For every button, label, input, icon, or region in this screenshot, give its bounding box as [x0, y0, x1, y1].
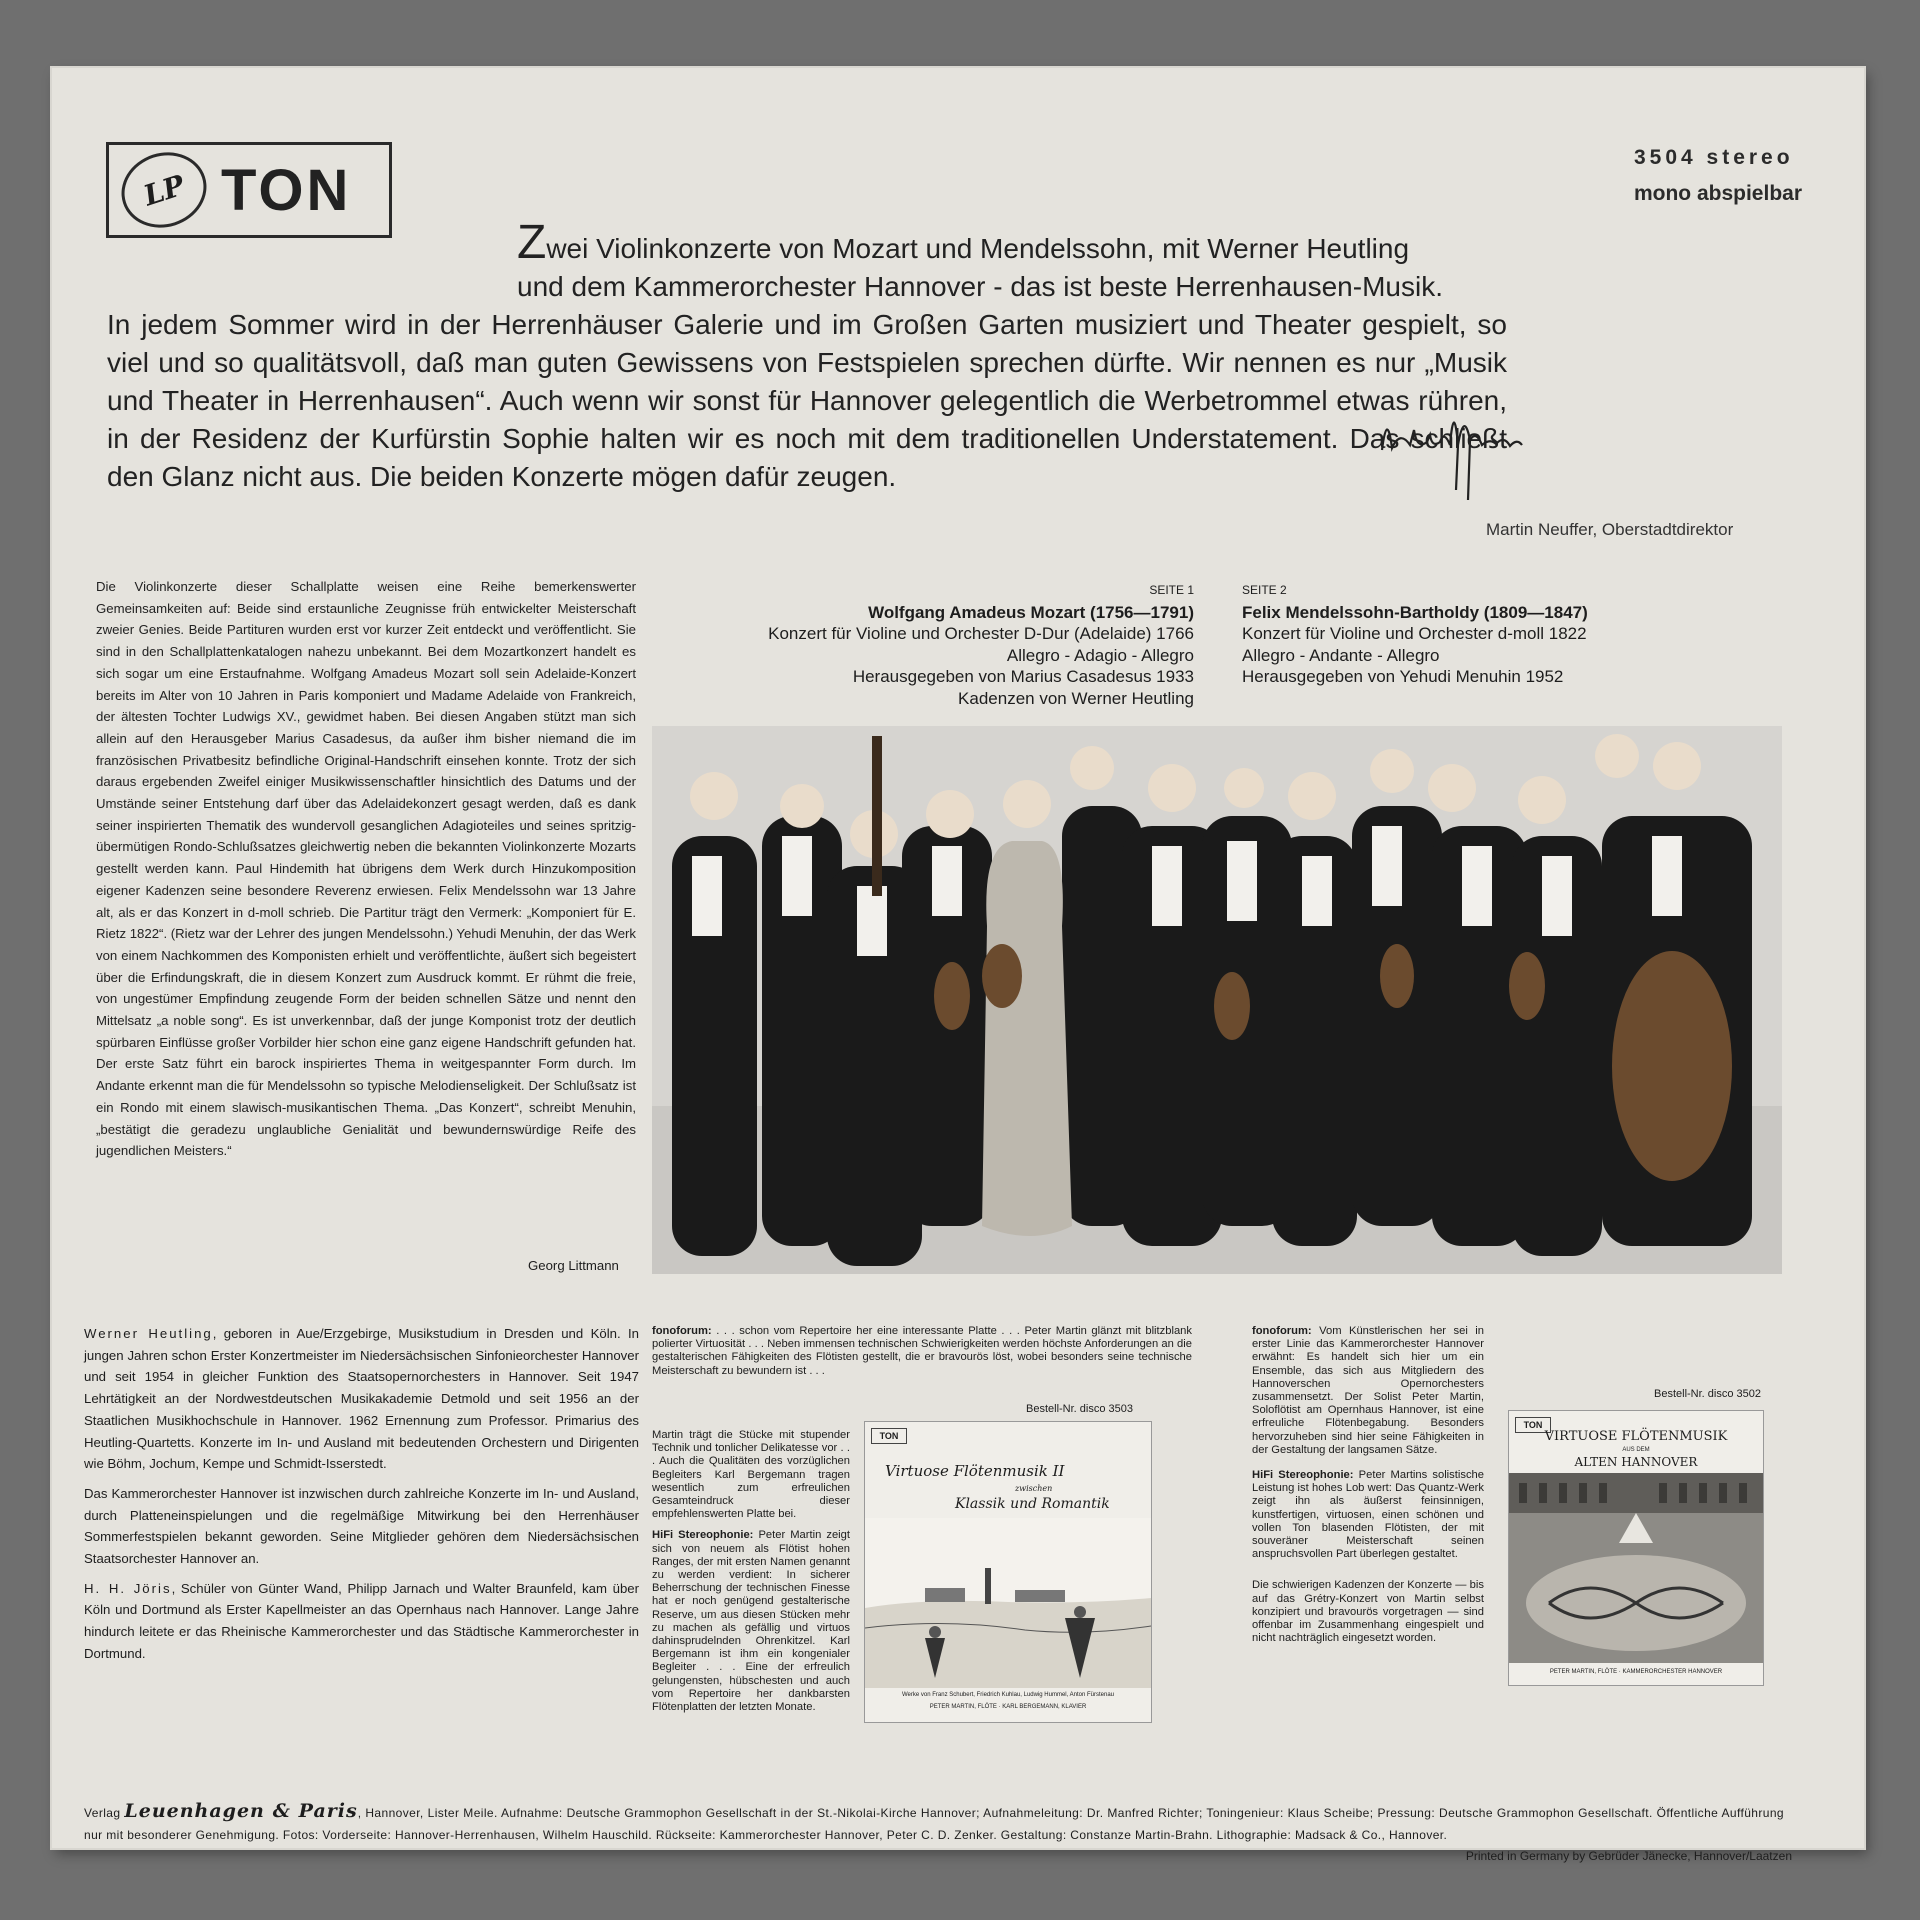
intro-first-line — [517, 216, 1547, 269]
order-number-3503: Bestell-Nr. disco 3503 — [1026, 1403, 1133, 1415]
intro-body: In jedem Sommer wird in der Herrenhäuser Galerie und im Großen Garten musiziert und Theater gespielt, so viel und so qualitätsvoll, daß man guten Gewissens von Festspielen sprechen dürfte. Wir nennen es nur „Musik und Theater in Herrenhausen“. Auch wenn wir sonst für Hannover gelegentlich die Werbetrommel etwas rühren, in der Residenz der Kurfürstin Sophie halten wir es noch mit dem traditionellen Understatement. Das schließt den Glanz nicht aus. Die beiden Konzerte mögen dafür zeugen. — [107, 309, 1507, 492]
ton-mini-logo: TON — [871, 1428, 907, 1444]
ton-mini-logo: TON — [1515, 1417, 1551, 1433]
heutling-text: , geboren in Aue/Erzgebirge, Musikstudium in Dresden und Köln. In jungen Jahren schon Erster Konzertmeister im Niedersächsischen Sinfonieorchester Hannover und seit 1954 in gleicher Funktion des Staatsopernorchesters in Hannover. Seit 1947 Lehrtätigkeit an der Nordwestdeutschen Musikakademie Detmold und seit 1956 an der Staatlichen Musikhochschule in Hannover. 1962 Ernennung zum Professor. Primarius des Heutling-Quartetts. Konzerte im In- und Ausland mit bedeutenden Orchestern und Dirigenten wie Böhm, Jochum, Kempe und Schmidt-Isserstedt. — [84, 1326, 639, 1472]
liner-notes — [96, 576, 636, 1162]
signature-image — [1372, 390, 1542, 510]
record-sleeve-back — [52, 68, 1864, 1863]
review-text: Peter Martins solistische Leistung ist hohes Lob wert: Das Quantz-Werk zeigt ihn als äußerst feinsinnigen, kunstfertigen, virtuosen, einen schönen und vollen Ton blasenden Flötisten, der mit souveräner Meisterschaft seinen anspruchsvollen Part überlegen gestaltet. — [1252, 1469, 1484, 1561]
album-cover-3503 — [864, 1421, 1152, 1723]
side-2-tracklist — [1242, 580, 1742, 688]
intro-line2: und dem Kammerorchester Hannover - das ist beste Herrenhausen-Musik. — [517, 271, 1443, 302]
orchestra-bio: Das Kammerorchester Hannover ist inzwischen durch zahlreiche Konzerte im In- und Ausland, durch Platteneinspielungen und die regelmäßige Mitwirkung bei den Herrenhäuser Sommerfestspielen bekannt geworden. Seine Mitglieder gehören dem Niedersächsischen Staatsorchester Hannover an. — [84, 1485, 639, 1567]
heutling-bio — [84, 1323, 639, 1475]
review-text: Martin trägt die Stücke mit stupender Technik und tonlicher Delikatesse vor . . . Auch die Qualitäten des vorzüglichen Begleiters Karl Bergemann tragen wesentlich zum erfreulichen Gesamteindruck dieser empfehlenswerten Platte bei. — [652, 1429, 850, 1521]
review-source: fonoforum: — [652, 1325, 712, 1337]
review-hifi — [652, 1529, 850, 1714]
cover-engraving — [865, 1518, 1151, 1688]
joeris-bio — [84, 1578, 639, 1665]
cover-mid: AUS DEM — [1622, 1447, 1650, 1453]
publisher-logo: Leuenhagen & Paris — [124, 1800, 358, 1822]
cover-garden-photo — [1509, 1473, 1763, 1663]
cover-subtitle: ALTEN HANNOVER — [1574, 1455, 1698, 1469]
composer: Wolfgang Amadeus Mozart (1756—1791) — [868, 602, 1194, 622]
footer-credits — [84, 1800, 1784, 1846]
catalog-info — [1634, 140, 1802, 212]
cover-title: VIRTUOSE FLÖTENMUSIK — [1544, 1429, 1728, 1444]
review-source: HiFi Stereophonie: — [652, 1529, 754, 1542]
printer-note: Printed in Germany by Gebrüder Jänecke, Hannover/Laatzen — [1465, 1849, 1792, 1863]
review-kadenzen: Die schwierigen Kadenzen der Konzerte — bis auf das Grétry-Konzert von Martin selbst konzipiert und bravourös vorgetragen — sind offenbar im Zusammenhang eingespielt und nicht nachträglich eingesetzt worden. — [1252, 1579, 1484, 1645]
work-title: Konzert für Violine und Orchester D-Dur (Adelaide) 1766 — [768, 624, 1194, 644]
review-3503-top — [652, 1325, 1192, 1378]
review-text: Vom Künstlerischen her sei in erster Linie das Kammerorchester Hannover erwähnt: Es handelt sich hier um ein Ensemble, das sich aus Mitgliedern des Hannoverschen Opernorchesters zusammensetzt. Der Solist Peter Martin, Soloflötist am Opernhaus Hannover, ist eine erfreuliche Flötenbegabung. Besonders hervorzuheben sind hier seine Fähigkeiten in der Gestaltung der langsamen Sätze. — [1252, 1325, 1484, 1456]
cover-subtitle2: Klassik und Romantik — [955, 1496, 1110, 1512]
intro-text — [107, 216, 1547, 496]
lp-disc-icon: LP — [112, 142, 217, 239]
label-logo — [106, 142, 392, 238]
signatory: Martin Neuffer, Oberstadtdirektor — [1486, 520, 1734, 539]
review-hifi — [1252, 1469, 1484, 1561]
review-source: HiFi Stereophonie: — [1252, 1469, 1354, 1482]
cover-title: Virtuose Flötenmusik II — [885, 1462, 1065, 1480]
editor: Herausgegeben von Marius Casadesus 1933 — [852, 667, 1194, 687]
logo-wordmark: TON — [221, 157, 352, 223]
review-3503-left — [652, 1429, 850, 1714]
footer-verlag: Verlag — [84, 1806, 121, 1820]
album-cover-3502 — [1508, 1410, 1764, 1686]
footer-text: , Hannover, Lister Meile. Aufnahme: Deutsche Grammophon Gesellschaft in der St.-Nikolai-Kirche Hannover; Aufnahmeleitung: Dr. Manfred Richter; Toningenieur: Klaus Scheibe; Pressung: Deutsche Grammophon Gesellschaft. Öffentliche Aufführung nur mit besonderer Genehmigung. Fotos: Vorderseite: Hannover-Herrenhausen, Wilhelm Hauschild. Rückseite: Kammerorchester Hannover, Peter C. D. Zenker. Gestaltung: Constanze Martin-Brahn. Lithographie: Madsack & Co., Hannover. — [84, 1806, 1784, 1842]
liner-text: Die Violinkonzerte dieser Schallplatte weisen eine Reihe bemerkenswerter Gemeinsamkeiten auf: Beide sind erstaunliche Zeugnisse früh entwickelter Meisterschaft zweier Genies. Beide Partituren wurden erst vor kurzer Zeit entdeckt und veröffentlicht. Sie sind in den Schallplattenkatalogen nahezu unbekannt. Bei dem Mozartkonzert handelt es sich sogar um eine Erstaufnahme. Wolfgang Amadeus Mozart soll sein Adelaide-Konzert bereits im Alter von 10 Jahren in Paris komponiert und Madame Adelaide von Frankreich, der ältesten Tochter Ludwigs XV., gewidmet haben. Bei diesen Angaben stützt man sich allein auf den Herausgeber Marius Casadesus, da außer ihm bisher niemand die im französischen Privatbesitz befindliche Original-Handschrift einsehen konnte. Trotz der sich daraus ergebenden Zweifel einiger Musikwissenschaftler hinsichtlich des Datums und der Umstände seiner Entstehung darf über das Adelaidekonzert gesagt werden, daß es dank seiner inspirierten Thematik des wundervoll gesanglichen Adagioteiles und seines spritzig-übermütigen Rondo-Schlußsatzes gleichwertig neben die bekannten Violinkonzerte Mozarts gestellt werden kann. Paul Hindemith hat übrigens dem Werk durch Hinzukomposition eigener Kadenzen seine besondere Reverenz erwiesen. Felix Mendelssohn war 13 Jahre alt, als er das Konzert in d-moll schrieb. Die Partitur trägt den Vermerk: „Komponiert für E. Rietz 1822“. (Rietz war der Lehrer des jungen Mendelssohn.) Yehudi Menuhin, der das Werk von einem Nachkommen des Komponisten erhielt und veröffentlichte, äußert sich begeistert über die Erfindungskraft, die in diesem Konzert zum Ausdruck kommt. Er rühmt die freie, von ungestümer Empfindung zeugende Form der beiden schnellen Sätze und nennt den Mittelsatz „a noble song“. Es ist unverkennbar, daß der junge Komponist trotz der deutlich spürbaren Einflüsse großer Vorbilder hier schon eine ganz eigene Handschrift gefunden hat. Der erste Satz führt ein barock inspiriertes Thema in weitgespannter Form durch. Im Andante erkennt man die für Mendelssohn so typische Melodienseligkeit. Der Schlußsatz ist ein Rondo mit einem slawisch-musikantischen Thema. „Das Konzert“, schreibt Menuhin, „bestätigt die geradezu unglaubliche Genialität und bewundernswürdige Reife des jugendlichen Meisters.“ — [96, 579, 637, 1159]
review-source: fonoforum: — [1252, 1325, 1312, 1337]
artist-bios — [84, 1323, 639, 1673]
order-number-3502: Bestell-Nr. disco 3502 — [1654, 1388, 1761, 1400]
drop-cap: Z — [517, 216, 547, 269]
heutling-name: Werner Heutling — [84, 1326, 213, 1341]
side-label: SEITE 2 — [1242, 583, 1287, 597]
review-3502-left — [1252, 1325, 1484, 1645]
editor: Herausgegeben von Yehudi Menuhin 1952 — [1242, 667, 1564, 687]
side-label: SEITE 1 — [1149, 583, 1194, 597]
mono-note: mono abspielbar — [1633, 182, 1802, 205]
movements: Allegro - Adagio - Allegro — [1006, 645, 1194, 665]
orchestra-photo-illustration — [652, 726, 1782, 1274]
joeris-text: , Schüler von Günter Wand, Philipp Jarnach und Walter Braunfeld, kam über Köln und Dortmund als Erster Kapellmeister an das Opernhaus nach Hannover. Lange Jahre hindurch leitete er das Rheinische Kammerorchester und das Städtische Kammerorchester in Dortmund. — [84, 1580, 640, 1661]
cover-credits: Werke von Franz Schubert, Friedrich Kuhlau, Ludwig Hummel, Anton Fürstenau — [902, 1692, 1114, 1698]
review-text: Peter Martin zeigt sich von neuem als Flötist hohen Ranges, der mit ersten Namen genannt zu werden verdient: In sicherer Beherrschung der technischen Finesse hat er noch genügend gestalterische Reserve, um aus diesen Stücken mehr zu machen als gefällig und virtuos dahinsprudelnden Ohrenkitzel. Karl Bergemann ist ihm ein kongenialer Begleiter . . . Eine der erfreulich gelungensten, hübschesten und auch vom Repertoire her dankbarsten Flötenplatten der letzten Monate. — [652, 1529, 850, 1714]
side-1-tracklist — [674, 580, 1194, 710]
composer: Felix Mendelssohn-Bartholdy (1809—1847) — [1242, 602, 1588, 622]
cover-performers: PETER MARTIN, FLÖTE · KAMMERORCHESTER HANNOVER — [1549, 1669, 1723, 1675]
intro-line1: wei Violinkonzerte von Mozart und Mendelssohn, mit Werner Heutling — [546, 233, 1410, 264]
review-text: . . . schon vom Repertoire her eine interessante Platte . . . Peter Martin glänzt mit blitzblank polierter Virtuosität . . . Neben immensen technischen Schwierigkeiten werden höchste Anforderungen an die gestalterischen Fähigkeiten des Flötisten gestellt, die er bravourös löst, wobei besonders seine technische Meisterschaft zu bewundern ist . . . — [652, 1325, 1192, 1377]
joeris-name: H. H. Jöris — [84, 1580, 172, 1596]
cover-performers: PETER MARTIN, FLÖTE · KARL BERGEMANN, KLAVIER — [929, 1704, 1087, 1710]
cover-subtitle: zwischen — [1015, 1484, 1053, 1493]
cadenzas: Kadenzen von Werner Heutling — [958, 688, 1194, 708]
liner-author: Georg Littmann — [528, 1258, 619, 1273]
orchestra-photo — [652, 726, 1782, 1274]
catalog-number: 3504 stereo — [1633, 146, 1794, 169]
movements: Allegro - Andante - Allegro — [1242, 645, 1440, 665]
work-title: Konzert für Violine und Orchester d-moll 1822 — [1242, 624, 1587, 644]
